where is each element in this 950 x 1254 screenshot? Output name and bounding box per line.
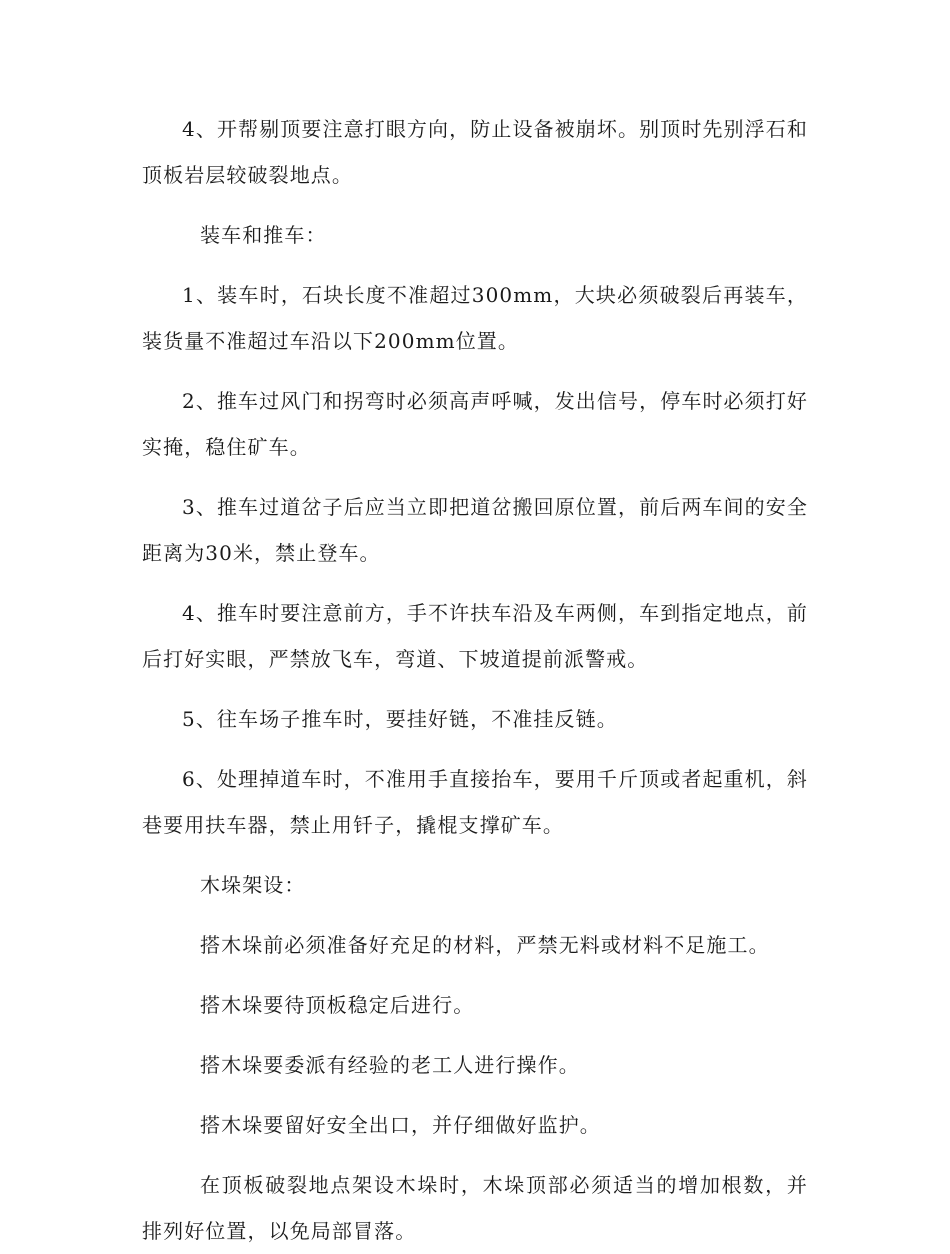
paragraph-loading-2: 2、推车过风门和拐弯时必须高声呼喊，发出信号，停车时必须打好实掩，稳住矿车。 xyxy=(142,389,808,459)
paragraph-loading-6: 6、处理掉道车时，不准用手直接抬车，要用千斤顶或者起重机，斜巷要用扶车器，禁止用钎子，撬棍支撑矿车。 xyxy=(142,767,808,837)
paragraph-crib-3: 搭木垛要委派有经验的老工人进行操作。 xyxy=(200,1053,580,1077)
paragraph-loading-3: 3、推车过道岔子后应当立即把道岔搬回原位置，前后两车间的安全距离为30米，禁止登车。 xyxy=(142,495,808,565)
paragraph-crib-2: 搭木垛要待顶板稳定后进行。 xyxy=(200,993,475,1017)
paragraph-loading-4: 4、推车时要注意前方，手不许扶车沿及车两侧，车到指定地点，前后打好实眼，严禁放飞车，弯道、下坡道提前派警戒。 xyxy=(142,601,808,671)
paragraph-1: 4、开帮剔顶要注意打眼方向，防止设备被崩坏。别顶时先别浮石和顶板岩层较破裂地点。 xyxy=(142,117,808,187)
paragraph-loading-1: 1、装车时，石块长度不准超过300mm，大块必须破裂后再装车，装货量不准超过车沿以下200mm位置。 xyxy=(142,283,808,353)
section-heading-loading: 装车和推车： xyxy=(200,223,327,247)
paragraph-crib-5: 在顶板破裂地点架设木垛时，木垛顶部必须适当的增加根数，并排列好位置，以免局部冒落。 xyxy=(142,1173,808,1243)
document-page xyxy=(142,106,808,1254)
section-heading-crib: 木垛架设： xyxy=(200,873,306,897)
paragraph-loading-5: 5、往车场子推车时，要挂好链，不准挂反链。 xyxy=(182,707,618,731)
paragraph-crib-1: 搭木垛前必须准备好充足的材料，严禁无料或材料不足施工。 xyxy=(200,933,770,957)
paragraph-crib-4: 搭木垛要留好安全出口，并仔细做好监护。 xyxy=(200,1113,601,1137)
